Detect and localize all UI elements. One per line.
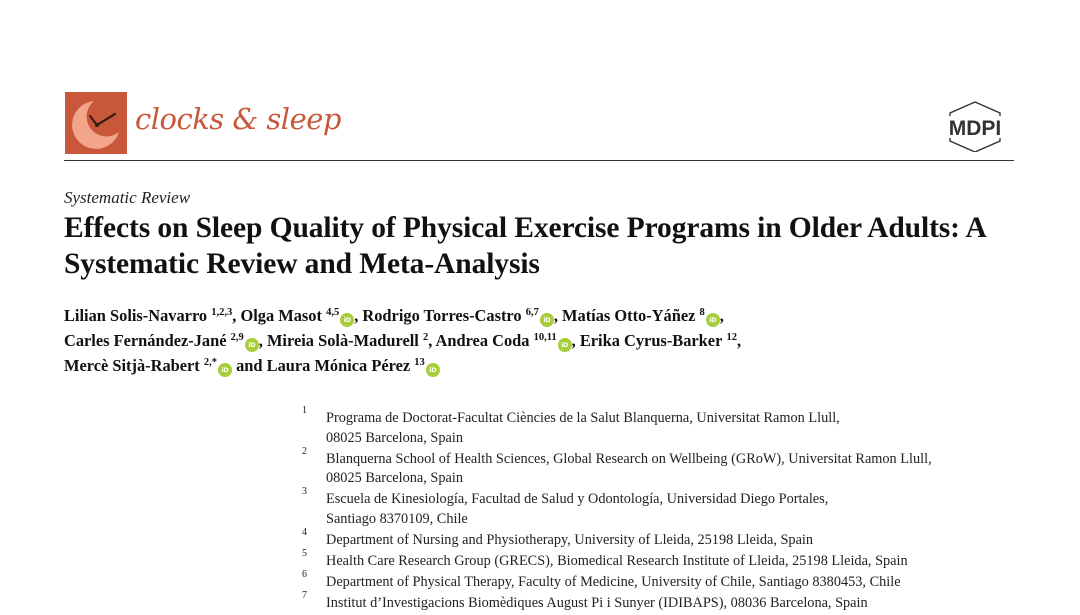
affiliation-item xyxy=(300,405,1020,448)
author xyxy=(64,306,240,325)
journal-header xyxy=(64,92,1014,162)
mdpi-logo xyxy=(936,100,1014,152)
affiliation-item xyxy=(300,526,1020,551)
journal-name: clocks & sleep xyxy=(135,102,341,136)
author-affiliation-ref: 1,2,3 xyxy=(211,307,233,318)
author xyxy=(580,331,741,350)
author-name: Lilian Solis-Navarro xyxy=(64,306,208,325)
author-line xyxy=(64,303,1024,328)
orcid-icon[interactable]: iD xyxy=(706,313,720,327)
affiliation-text xyxy=(326,594,1020,614)
author-separator: , xyxy=(232,306,241,325)
author-name: Carles Fernández-Jané xyxy=(64,331,227,350)
author xyxy=(362,306,562,325)
orcid-icon[interactable]: iD xyxy=(218,363,232,377)
affiliation-item xyxy=(300,486,1020,529)
affiliation-item xyxy=(300,547,1020,572)
author-separator: , xyxy=(553,306,563,325)
author-separator: , xyxy=(428,331,436,350)
author-name: Mercè Sitjà-Rabert xyxy=(64,356,200,375)
author-line xyxy=(64,353,1024,378)
header-divider xyxy=(64,160,1014,161)
affiliation-list xyxy=(300,405,1020,615)
affiliation-number: 6 xyxy=(302,568,307,580)
affiliation-text xyxy=(326,490,1020,529)
author-separator: and xyxy=(232,356,267,375)
affiliation-line: Health Care Research Group (GRECS), Biomedical Research Institute of Lleida, 25198 Lleida, Spain xyxy=(326,552,908,569)
affiliation-line: Escuela de Kinesiología, Facultad de Salud y Odontología, Universidad Diego Portales, xyxy=(326,491,829,507)
affiliation-line: 08025 Barcelona, Spain xyxy=(326,429,463,446)
author-separator: , xyxy=(571,331,580,350)
author-name: Matías Otto-Yáñez xyxy=(562,306,696,325)
clock-moon-icon xyxy=(65,92,127,154)
affiliation-text xyxy=(326,573,1020,593)
author-name: Laura Mónica Pérez xyxy=(266,356,411,375)
author-affiliation-ref: 12 xyxy=(726,332,737,343)
affiliation-line: Blanquerna School of Health Sciences, Global Research on Wellbeing (GRoW), Universitat Ramon Llull, xyxy=(326,450,932,467)
author-affiliation-ref: 2 xyxy=(422,332,429,343)
author-affiliation-ref: 13 xyxy=(414,357,425,368)
author xyxy=(267,356,440,375)
author xyxy=(436,331,580,350)
author-name: Andrea Coda xyxy=(435,331,530,350)
author-list xyxy=(64,303,1024,378)
affiliation-line: 08025 Barcelona, Spain xyxy=(326,470,463,486)
author xyxy=(562,306,724,325)
orcid-icon[interactable]: iD xyxy=(245,338,259,352)
affiliation-number: 4 xyxy=(302,526,307,538)
orcid-icon[interactable]: iD xyxy=(558,338,572,352)
affiliation-number: 1 xyxy=(302,405,307,416)
affiliation-number: 2 xyxy=(302,445,307,457)
affiliation-line: Department of Physical Therapy, Faculty of Medicine, University of Chile, Santiago 8380453, Chile xyxy=(326,573,901,590)
article-type: Systematic Review xyxy=(64,188,191,207)
author-affiliation-ref: 8 xyxy=(699,307,705,318)
orcid-icon[interactable]: iD xyxy=(340,313,354,327)
author-separator: , xyxy=(258,331,267,350)
author-line xyxy=(64,328,1024,353)
affiliation-text xyxy=(326,450,1020,489)
article-title: Effects on Sleep Quality of Physical Exercise Programs in Older Adults: A Systematic Review and Meta-Analysis xyxy=(64,212,986,280)
affiliation-number: 5 xyxy=(302,547,307,559)
author-name: Mireia Solà-Madurell xyxy=(266,331,419,350)
affiliation-line: Santiago 8370109, Chile xyxy=(326,510,468,527)
author xyxy=(267,331,436,350)
publisher-name: MDPI xyxy=(948,117,1002,140)
affiliation-text xyxy=(326,409,1020,448)
affiliation-item xyxy=(300,445,1020,489)
orcid-icon[interactable]: iD xyxy=(540,313,554,327)
affiliation-number: 7 xyxy=(302,589,307,601)
author xyxy=(240,306,362,325)
affiliation-line: Department of Nursing and Physiotherapy, University of Lleida, 25198 Lleida, Spain xyxy=(326,531,814,548)
author xyxy=(64,331,267,350)
affiliation-text xyxy=(326,552,1020,572)
author xyxy=(64,356,267,375)
author-separator: , xyxy=(719,306,724,325)
affiliation-item xyxy=(300,568,1020,593)
author-name: Olga Masot xyxy=(240,306,322,325)
author-affiliation-ref: 4,5 xyxy=(326,307,340,318)
author-separator: , xyxy=(354,306,363,325)
author-affiliation-ref: 10,11 xyxy=(533,332,557,343)
affiliation-item xyxy=(300,589,1020,614)
affiliation-line: Institut d’Investigacions Biomèdiques August Pi i Sunyer (IDIBAPS), 08036 Barcelona, Spain xyxy=(326,594,868,611)
affiliation-line: Programa de Doctorat-Facultat Ciències de la Salut Blanquerna, Universitat Ramon Llull, xyxy=(326,410,840,426)
author-name: Erika Cyrus-Barker xyxy=(579,331,723,350)
author-affiliation-ref: 2,9 xyxy=(230,332,244,343)
affiliation-number: 3 xyxy=(302,486,307,497)
author-affiliation-ref: 6,7 xyxy=(525,307,539,318)
author-affiliation-ref: 2,* xyxy=(203,357,218,368)
orcid-icon[interactable]: iD xyxy=(426,363,440,377)
author-separator: , xyxy=(736,331,742,350)
author-name: Rodrigo Torres-Castro xyxy=(362,306,522,325)
affiliation-text xyxy=(326,531,1020,551)
